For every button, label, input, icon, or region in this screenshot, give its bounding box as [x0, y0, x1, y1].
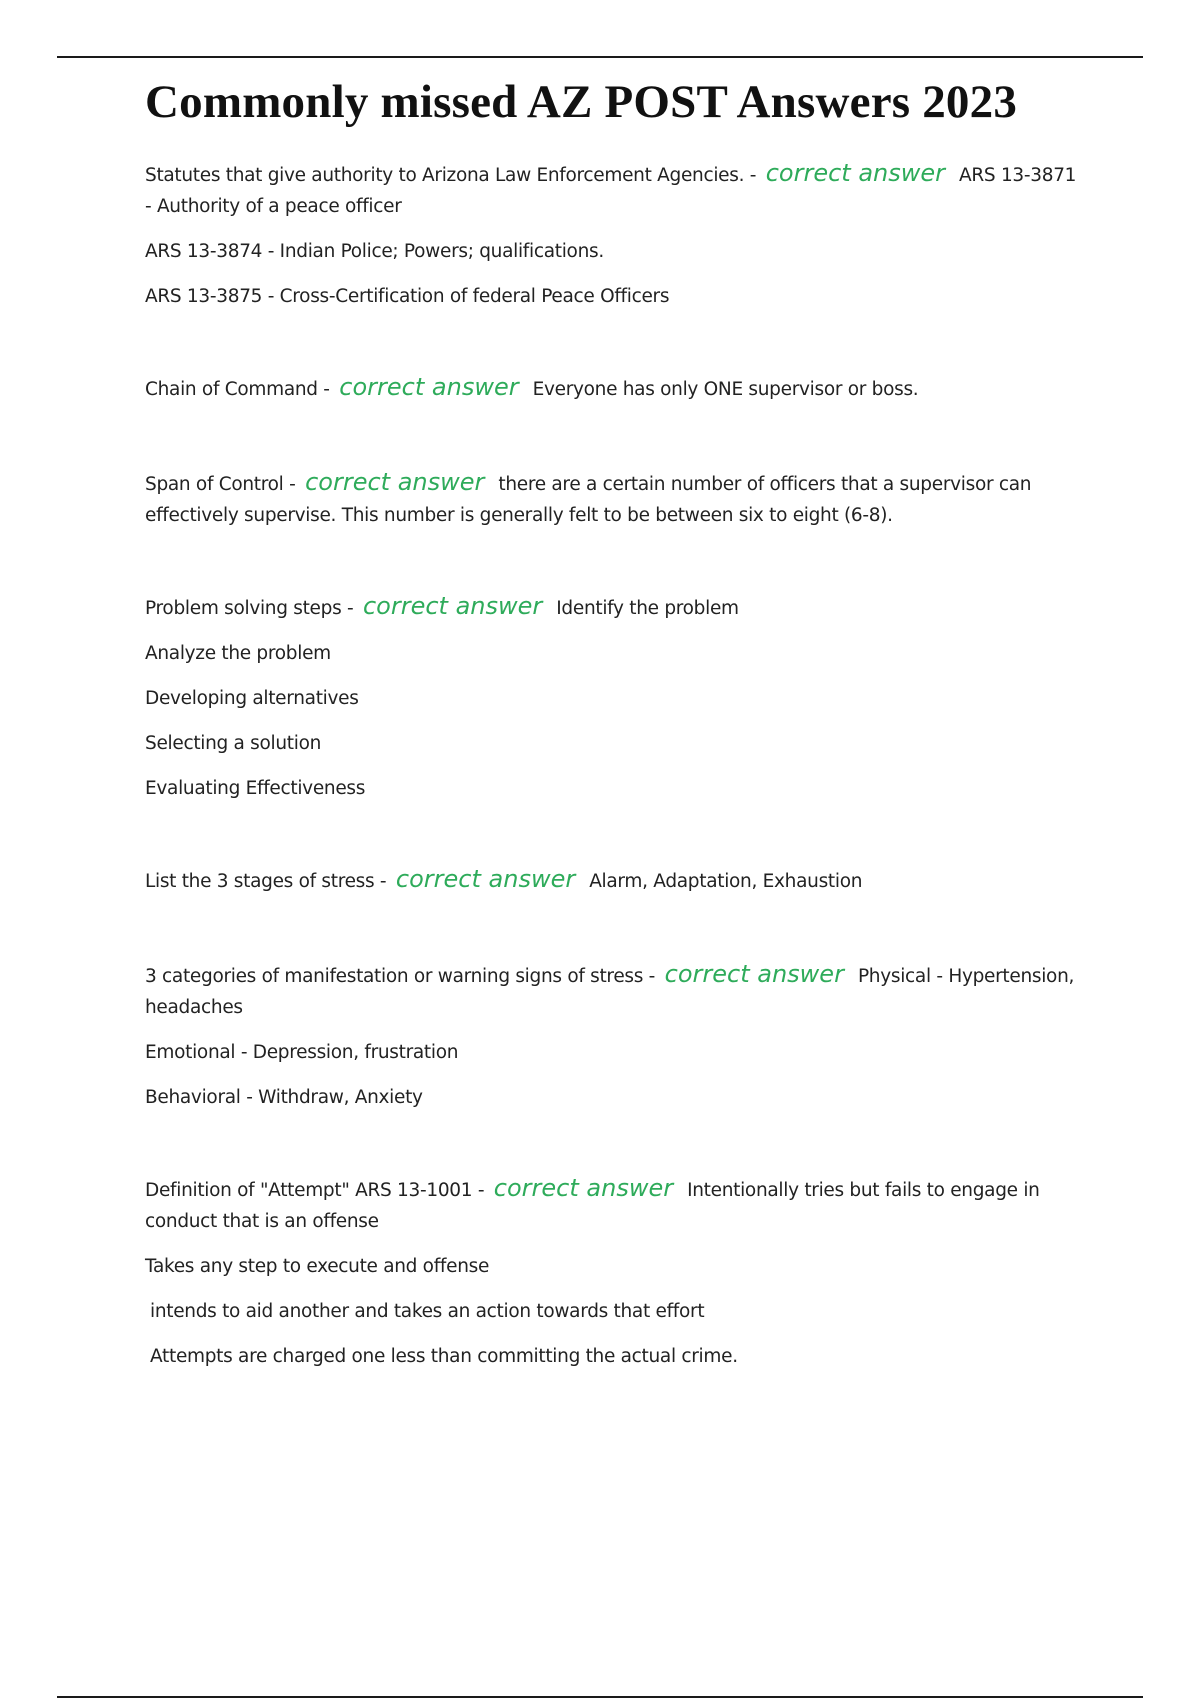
- correct-answer-marker: correct answer: [664, 960, 844, 988]
- question-line: [145, 158, 1085, 222]
- spacer: [145, 911, 1085, 959]
- answer-text: Everyone has only ONE supervisor or boss.: [532, 379, 919, 400]
- question-line: [145, 864, 1085, 897]
- qa-item: [145, 864, 1085, 897]
- question-line: [145, 591, 1085, 624]
- answer-continuation: Selecting a solution: [145, 733, 322, 754]
- question-text: Problem solving steps -: [145, 598, 354, 619]
- spacer: [145, 818, 1085, 864]
- answer-continuation: intends to aid another and takes an action towards that effort: [150, 1301, 705, 1322]
- answer-continuation: ARS 13-3874 - Indian Police; Powers; qualifications.: [145, 241, 604, 262]
- question-text: Statutes that give authority to Arizona Law Enforcement Agencies. -: [145, 165, 757, 186]
- question-line: [145, 959, 1085, 1023]
- question-text: Span of Control -: [145, 474, 296, 495]
- answer-text: Intentionally tries but fails to engage in conduct that is an offense: [145, 1180, 1040, 1232]
- correct-answer-marker: correct answer: [339, 373, 519, 401]
- qa-item: [145, 467, 1085, 531]
- answer-continuation: Developing alternatives: [145, 688, 359, 709]
- header-rule: [57, 56, 1143, 58]
- page-title: Commonly missed AZ POST Answers 2023: [145, 76, 1018, 128]
- answer-continuation: Analyze the problem: [145, 643, 331, 664]
- correct-answer-marker: correct answer: [493, 1174, 674, 1202]
- spacer: [145, 1127, 1085, 1173]
- qa-item: [145, 1173, 1085, 1372]
- answer-continuation: ARS 13-3875 - Cross-Certification of federal Peace Officers: [145, 286, 670, 307]
- question-line: [145, 372, 1085, 405]
- correct-answer-marker: correct answer: [305, 468, 485, 496]
- answer-text: there are a certain number of officers that a supervisor can effectively supervise. This number is generally felt to be between six to eight (6-8).: [145, 474, 1032, 526]
- answer-text: Identify the problem: [556, 598, 739, 619]
- question-text: Chain of Command -: [145, 379, 330, 400]
- correct-answer-marker: correct answer: [395, 865, 576, 893]
- qa-item: [145, 158, 1085, 312]
- answer-text: Physical - Hypertension, headaches: [145, 966, 1075, 1018]
- spacer: [145, 419, 1085, 467]
- spacer: [145, 326, 1085, 372]
- question-text: Definition of "Attempt" ARS 13-1001 -: [145, 1180, 485, 1201]
- spacer: [145, 545, 1085, 591]
- answer-text: ARS 13-3871 - Authority of a peace officer: [145, 165, 1077, 217]
- qa-item: [145, 591, 1085, 804]
- footer-rule: [57, 1696, 1143, 1698]
- question-text: 3 categories of manifestation or warning signs of stress -: [145, 966, 656, 987]
- answer-continuation: Emotional - Depression, frustration: [145, 1042, 459, 1063]
- correct-answer-marker: correct answer: [362, 592, 543, 620]
- qa-item: [145, 372, 1085, 405]
- answer-text: Alarm, Adaptation, Exhaustion: [589, 871, 863, 892]
- question-text: List the 3 stages of stress -: [145, 871, 387, 892]
- qa-item: [145, 959, 1085, 1113]
- answer-continuation: Attempts are charged one less than committing the actual crime.: [150, 1346, 738, 1367]
- answer-continuation: Evaluating Effectiveness: [145, 778, 366, 799]
- document-body: [145, 72, 1085, 1386]
- question-line: [145, 467, 1085, 531]
- answer-continuation: Takes any step to execute and offense: [145, 1256, 490, 1277]
- answer-continuation: Behavioral - Withdraw, Anxiety: [145, 1087, 423, 1108]
- question-line: [145, 1173, 1085, 1237]
- correct-answer-marker: correct answer: [765, 159, 946, 187]
